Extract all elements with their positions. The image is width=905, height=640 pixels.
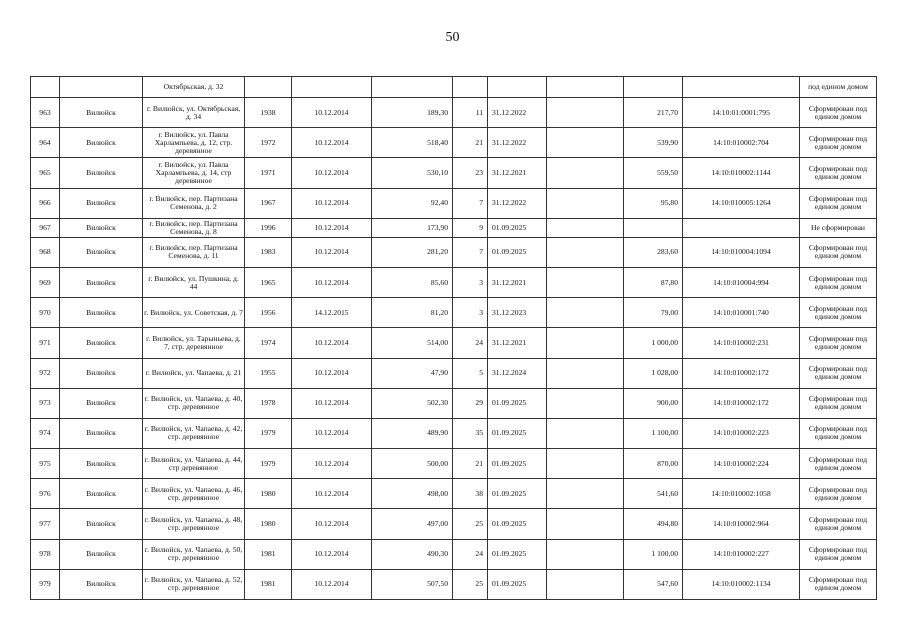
cell-settlement: Вилюйск	[60, 267, 143, 297]
cell-year: 1980	[245, 479, 292, 509]
table-row	[31, 237, 877, 267]
cell-settlement: Вилюйск	[60, 98, 143, 128]
cell-num: 974	[31, 418, 60, 448]
table-row	[31, 98, 877, 128]
cell-status: Сформирован под едином домом	[800, 449, 877, 479]
cell-date: 14.12.2015	[292, 298, 372, 328]
cell-settlement: Вилюйск	[60, 158, 143, 188]
cell-year: 1974	[245, 328, 292, 358]
cell-area2: 559,50	[624, 158, 683, 188]
cell-area: 514,00	[372, 328, 453, 358]
cell-count: 21	[453, 128, 488, 158]
registry-body	[31, 77, 877, 600]
cell-area: 281,20	[372, 237, 453, 267]
cell-area2: 539,90	[624, 128, 683, 158]
cell-count: 25	[453, 569, 488, 599]
cell-date: 10.12.2014	[292, 539, 372, 569]
cell-cadastral: 14:10:010001:740	[683, 298, 800, 328]
cell-count: 21	[453, 449, 488, 479]
cell-date: 10.12.2014	[292, 449, 372, 479]
cell-num: 978	[31, 539, 60, 569]
cell-year: 1983	[245, 237, 292, 267]
cell-deadline: 01.09.2025	[488, 479, 547, 509]
cell-date: 10.12.2014	[292, 218, 372, 237]
cell-area2: 900,00	[624, 388, 683, 418]
cell-address: г. Вилюйск, ул. Тарыньева, д. 7, стр. деревянное	[143, 328, 245, 358]
cell-year: 1981	[245, 569, 292, 599]
cell-status: Не сформирован	[800, 218, 877, 237]
cell-count: 24	[453, 328, 488, 358]
table-row	[31, 128, 877, 158]
cell-num: 965	[31, 158, 60, 188]
cell-cadastral: 14:10:010002:964	[683, 509, 800, 539]
cell-address: Октябрьская, д. 32	[143, 77, 245, 98]
page-number: 50	[445, 30, 460, 45]
cell-year: 1971	[245, 158, 292, 188]
cell-settlement: Вилюйск	[60, 358, 143, 388]
cell-deadline: 31.12.2021	[488, 267, 547, 297]
cell-spacer	[547, 509, 624, 539]
cell-spacer	[547, 158, 624, 188]
cell-date: 10.12.2014	[292, 98, 372, 128]
cell-count: 29	[453, 388, 488, 418]
cell-cadastral: 14:10:01:0001:795	[683, 98, 800, 128]
cell-status: Сформирован под едином домом	[800, 267, 877, 297]
cell-year: 1955	[245, 358, 292, 388]
cell-count: 7	[453, 237, 488, 267]
cell-area2: 541,60	[624, 479, 683, 509]
table-row	[31, 158, 877, 188]
cell-deadline: 01.09.2025	[488, 569, 547, 599]
cell-area: 47,90	[372, 358, 453, 388]
cell-settlement: Вилюйск	[60, 418, 143, 448]
cell-cadastral	[683, 77, 800, 98]
cell-deadline: 31.12.2023	[488, 298, 547, 328]
cell-count: 3	[453, 267, 488, 297]
cell-num: 964	[31, 128, 60, 158]
cell-status: Сформирован под едином домом	[800, 158, 877, 188]
cell-num	[31, 77, 60, 98]
cell-area	[372, 77, 453, 98]
cell-deadline: 01.09.2025	[488, 418, 547, 448]
cell-cadastral: 14:10:010002:224	[683, 449, 800, 479]
cell-count: 25	[453, 509, 488, 539]
cell-status: Сформирован под едином домом	[800, 328, 877, 358]
cell-date: 10.12.2014	[292, 158, 372, 188]
cell-address: г. Вилюйск, пер. Партизана Семенова, д. 2	[143, 188, 245, 218]
cell-area2: 870,00	[624, 449, 683, 479]
cell-num: 970	[31, 298, 60, 328]
cell-spacer	[547, 449, 624, 479]
cell-num: 969	[31, 267, 60, 297]
table-row	[31, 569, 877, 599]
cell-area: 92,40	[372, 188, 453, 218]
cell-count: 23	[453, 158, 488, 188]
cell-deadline: 31.12.2022	[488, 188, 547, 218]
table-row	[31, 539, 877, 569]
cell-settlement: Вилюйск	[60, 328, 143, 358]
cell-spacer	[547, 569, 624, 599]
cell-count: 7	[453, 188, 488, 218]
cell-area2: 283,60	[624, 237, 683, 267]
cell-status: Сформирован под едином домом	[800, 358, 877, 388]
cell-num: 979	[31, 569, 60, 599]
cell-spacer	[547, 218, 624, 237]
cell-address: г. Вилюйск, ул. Чапаева, д. 21	[143, 358, 245, 388]
cell-status: Сформирован под едином домом	[800, 98, 877, 128]
cell-num: 975	[31, 449, 60, 479]
cell-spacer	[547, 188, 624, 218]
cell-cadastral: 14:10:010004:1094	[683, 237, 800, 267]
cell-area: 502,30	[372, 388, 453, 418]
table-row	[31, 418, 877, 448]
cell-area: 81,20	[372, 298, 453, 328]
cell-cadastral: 14:10:010002:231	[683, 328, 800, 358]
cell-area2	[624, 218, 683, 237]
cell-date	[292, 77, 372, 98]
cell-num: 963	[31, 98, 60, 128]
cell-deadline: 01.09.2025	[488, 449, 547, 479]
cell-cadastral: 14:10:010002:172	[683, 358, 800, 388]
cell-deadline: 01.09.2025	[488, 237, 547, 267]
continuation-row	[31, 77, 877, 98]
cell-year: 1979	[245, 418, 292, 448]
cell-address: г. Вилюйск, ул. Павла Харлампьева, д. 12, стр. деревянное	[143, 128, 245, 158]
cell-count: 9	[453, 218, 488, 237]
cell-address: г. Вилюйск, ул. Чапаева, д. 44, стр деревянное	[143, 449, 245, 479]
cell-spacer	[547, 237, 624, 267]
cell-settlement: Вилюйск	[60, 388, 143, 418]
cell-spacer	[547, 539, 624, 569]
table-row	[31, 218, 877, 237]
cell-date: 10.12.2014	[292, 509, 372, 539]
cell-count: 35	[453, 418, 488, 448]
cell-settlement: Вилюйск	[60, 569, 143, 599]
cell-count: 11	[453, 98, 488, 128]
cell-settlement: Вилюйск	[60, 218, 143, 237]
cell-deadline: 31.12.2021	[488, 328, 547, 358]
cell-area: 498,00	[372, 479, 453, 509]
cell-cadastral: 14:10:010002:1058	[683, 479, 800, 509]
cell-status: Сформирован под едином домом	[800, 539, 877, 569]
cell-address: г. Вилюйск, ул. Октябрьская, д. 34	[143, 98, 245, 128]
cell-date: 10.12.2014	[292, 188, 372, 218]
cell-address: г. Вилюйск, ул. Павла Харлампьева, д. 14, стр деревянное	[143, 158, 245, 188]
cell-address: г. Вилюйск, ул. Чапаева, д. 40, стр. деревянное	[143, 388, 245, 418]
cell-count	[453, 77, 488, 98]
cell-deadline: 31.12.2022	[488, 128, 547, 158]
cell-spacer	[547, 98, 624, 128]
cell-date: 10.12.2014	[292, 388, 372, 418]
cell-area2: 95,80	[624, 188, 683, 218]
cell-deadline: 01.09.2025	[488, 509, 547, 539]
table-row	[31, 267, 877, 297]
cell-spacer	[547, 358, 624, 388]
cell-address: г. Вилюйск, ул. Чапаева, д. 52, стр. деревянное	[143, 569, 245, 599]
table-row	[31, 358, 877, 388]
cell-deadline: 01.09.2025	[488, 388, 547, 418]
table-row	[31, 509, 877, 539]
cell-area: 173,90	[372, 218, 453, 237]
cell-area: 189,30	[372, 98, 453, 128]
table-row	[31, 388, 877, 418]
cell-settlement: Вилюйск	[60, 509, 143, 539]
cell-year	[245, 77, 292, 98]
cell-deadline: 01.09.2025	[488, 539, 547, 569]
table-row	[31, 298, 877, 328]
cell-settlement: Вилюйск	[60, 479, 143, 509]
table-row	[31, 328, 877, 358]
cell-settlement: Вилюйск	[60, 449, 143, 479]
cell-date: 10.12.2014	[292, 267, 372, 297]
cell-status: Сформирован под едином домом	[800, 388, 877, 418]
cell-year: 1979	[245, 449, 292, 479]
cell-area: 507,50	[372, 569, 453, 599]
cell-deadline: 31.12.2024	[488, 358, 547, 388]
cell-year: 1972	[245, 128, 292, 158]
cell-address: г. Вилюйск, ул. Чапаева, д. 42, стр. деревянное	[143, 418, 245, 448]
cell-cadastral: 14:10:010005:1264	[683, 188, 800, 218]
cell-settlement: Вилюйск	[60, 298, 143, 328]
cell-num: 971	[31, 328, 60, 358]
cell-area2: 547,60	[624, 569, 683, 599]
cell-date: 10.12.2014	[292, 358, 372, 388]
cell-address: г. Вилюйск, ул. Чапаева, д. 50, стр. деревянное	[143, 539, 245, 569]
cell-spacer	[547, 267, 624, 297]
cell-area2: 1 100,00	[624, 539, 683, 569]
cell-cadastral: 14:10:010002:172	[683, 388, 800, 418]
cell-spacer	[547, 328, 624, 358]
cell-area2: 1 000,00	[624, 328, 683, 358]
table-row	[31, 479, 877, 509]
cell-date: 10.12.2014	[292, 128, 372, 158]
cell-status: Сформирован под едином домом	[800, 298, 877, 328]
cell-settlement	[60, 77, 143, 98]
cell-date: 10.12.2014	[292, 328, 372, 358]
cell-area: 490,30	[372, 539, 453, 569]
cell-spacer	[547, 77, 624, 98]
cell-address: г. Вилюйск, пер. Партизана Семенова, д. 11	[143, 237, 245, 267]
cell-year: 1980	[245, 509, 292, 539]
cell-date: 10.12.2014	[292, 237, 372, 267]
cell-year: 1938	[245, 98, 292, 128]
cell-status: под едином домом	[800, 77, 877, 98]
cell-count: 38	[453, 479, 488, 509]
cell-area2: 79,00	[624, 298, 683, 328]
cell-area2: 1 028,00	[624, 358, 683, 388]
cell-year: 1967	[245, 188, 292, 218]
cell-area2: 87,80	[624, 267, 683, 297]
cell-status: Сформирован под едином домом	[800, 188, 877, 218]
cell-deadline: 31.12.2022	[488, 98, 547, 128]
housing-registry-table	[30, 76, 877, 600]
cell-spacer	[547, 418, 624, 448]
cell-cadastral: 14:10:010002:227	[683, 539, 800, 569]
cell-spacer	[547, 479, 624, 509]
cell-status: Сформирован под едином домом	[800, 509, 877, 539]
cell-deadline: 01.09.2025	[488, 218, 547, 237]
cell-count: 5	[453, 358, 488, 388]
cell-spacer	[547, 128, 624, 158]
cell-status: Сформирован под едином домом	[800, 128, 877, 158]
cell-status: Сформирован под едином домом	[800, 479, 877, 509]
cell-area: 85,60	[372, 267, 453, 297]
cell-address: г. Вилюйск, ул. Чапаева, д. 48, стр. деревянное	[143, 509, 245, 539]
cell-num: 976	[31, 479, 60, 509]
cell-settlement: Вилюйск	[60, 539, 143, 569]
cell-deadline: 31.12.2021	[488, 158, 547, 188]
cell-num: 967	[31, 218, 60, 237]
cell-settlement: Вилюйск	[60, 237, 143, 267]
cell-address: г. Вилюйск, ул. Советская, д. 7	[143, 298, 245, 328]
cell-spacer	[547, 298, 624, 328]
cell-settlement: Вилюйск	[60, 128, 143, 158]
cell-num: 973	[31, 388, 60, 418]
cell-settlement: Вилюйск	[60, 188, 143, 218]
cell-address: г. Вилюйск, ул. Чапаева, д. 46, стр. деревянное	[143, 479, 245, 509]
cell-date: 10.12.2014	[292, 569, 372, 599]
cell-status: Сформирован под едином домом	[800, 569, 877, 599]
cell-cadastral: 14:10:010002:223	[683, 418, 800, 448]
cell-cadastral: 14:10:010002:704	[683, 128, 800, 158]
cell-num: 972	[31, 358, 60, 388]
cell-count: 3	[453, 298, 488, 328]
cell-area2	[624, 77, 683, 98]
cell-cadastral: 14:10:010002:1134	[683, 569, 800, 599]
cell-area2: 1 100,00	[624, 418, 683, 448]
cell-area: 530,10	[372, 158, 453, 188]
cell-num: 966	[31, 188, 60, 218]
cell-status: Сформирован под едином домом	[800, 418, 877, 448]
cell-area: 500,00	[372, 449, 453, 479]
cell-cadastral: 14:10:010004:994	[683, 267, 800, 297]
cell-area2: 217,70	[624, 98, 683, 128]
cell-num: 968	[31, 237, 60, 267]
cell-year: 1981	[245, 539, 292, 569]
cell-year: 1965	[245, 267, 292, 297]
cell-address: г. Вилюйск, ул. Пушкина, д. 44	[143, 267, 245, 297]
cell-area: 489,90	[372, 418, 453, 448]
cell-year: 1978	[245, 388, 292, 418]
table-row	[31, 449, 877, 479]
cell-count: 24	[453, 539, 488, 569]
cell-num: 977	[31, 509, 60, 539]
cell-area: 497,00	[372, 509, 453, 539]
cell-area2: 494,80	[624, 509, 683, 539]
cell-cadastral: 14:10:010002:1144	[683, 158, 800, 188]
cell-cadastral	[683, 218, 800, 237]
cell-year: 1996	[245, 218, 292, 237]
cell-address: г. Вилюйск, пер. Партизана Семенова, д. 8	[143, 218, 245, 237]
cell-date: 10.12.2014	[292, 479, 372, 509]
cell-year: 1956	[245, 298, 292, 328]
cell-deadline	[488, 77, 547, 98]
cell-spacer	[547, 388, 624, 418]
cell-status: Сформирован под едином домом	[800, 237, 877, 267]
cell-area: 518,40	[372, 128, 453, 158]
table-row	[31, 188, 877, 218]
cell-date: 10.12.2014	[292, 418, 372, 448]
